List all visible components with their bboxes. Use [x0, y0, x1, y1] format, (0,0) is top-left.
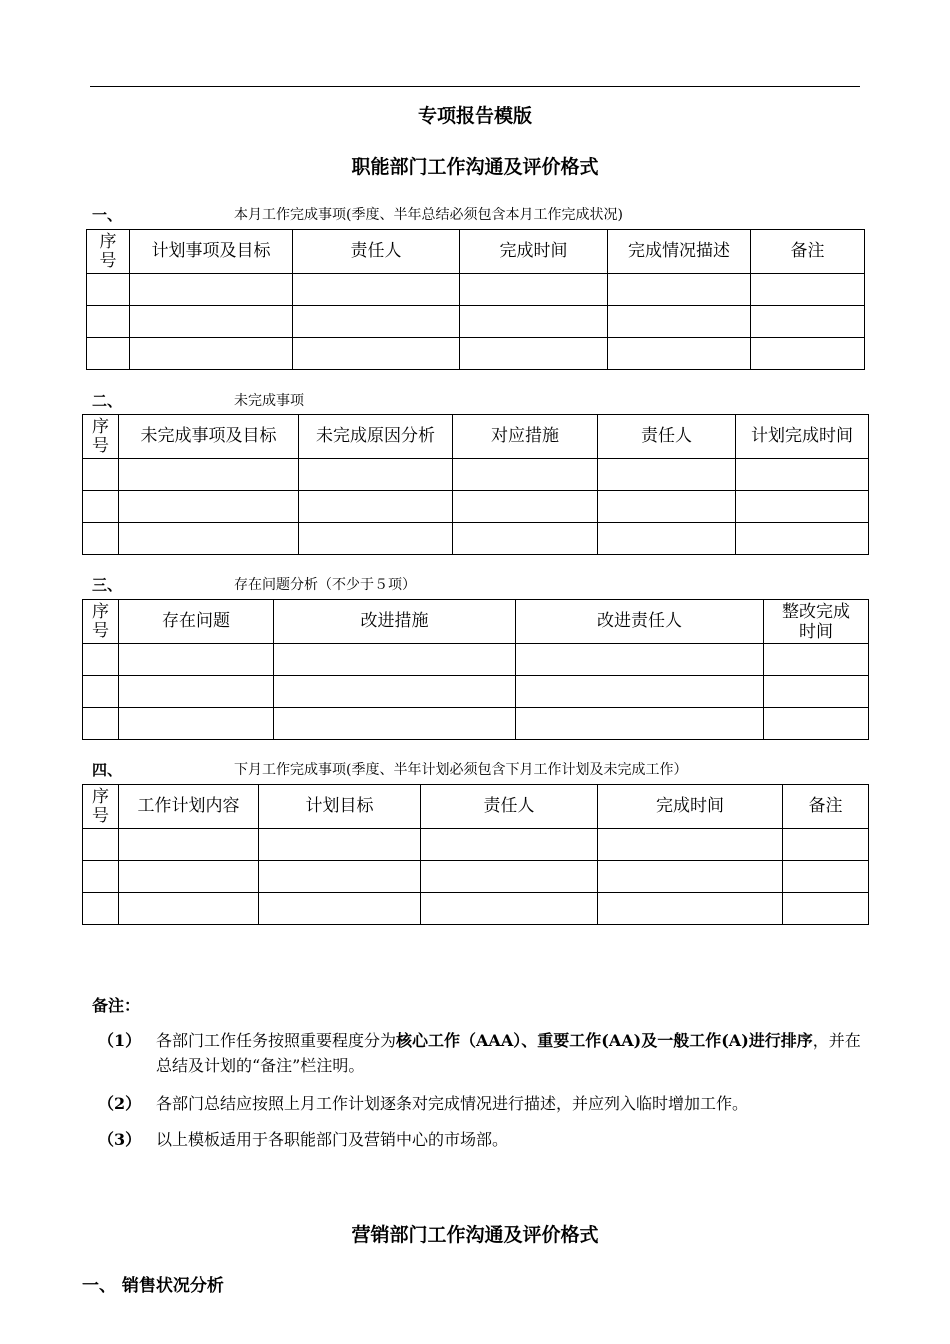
section-number: 三、: [92, 576, 123, 594]
sales-section-heading: 一、 销售状况分析: [82, 1276, 224, 1296]
col-header: 计划目标: [259, 785, 421, 829]
table-cell[interactable]: [274, 708, 516, 740]
table-cell[interactable]: [764, 676, 869, 708]
col-header: 未完成事项及目标: [119, 415, 299, 459]
table-row: [83, 523, 869, 555]
col-header: 责任人: [293, 230, 460, 274]
marketing-dept-title: 营销部门工作沟通及评价格式: [351, 1224, 599, 1246]
col-header: 整改完成时间: [764, 600, 869, 644]
table-cell[interactable]: [83, 644, 119, 676]
table-row: [83, 459, 869, 491]
table-cell[interactable]: [293, 274, 460, 306]
col-header: 备注: [751, 230, 865, 274]
table-header-row: [83, 600, 869, 644]
table-cell[interactable]: [751, 338, 865, 370]
table-header-row: [87, 230, 865, 274]
table-cell[interactable]: [598, 861, 783, 893]
table-row: [87, 306, 865, 338]
section-number: 一、: [92, 206, 123, 224]
table-header-row: [83, 785, 869, 829]
table-cell[interactable]: [83, 708, 119, 740]
table-cell[interactable]: [83, 676, 119, 708]
table-next-month-plan: [82, 784, 869, 925]
note-text: 以上模板适用于各职能部门及营销中心的市场部。: [156, 1130, 509, 1149]
section-number: 四、: [92, 761, 123, 779]
notes-title: 备注：: [92, 996, 141, 1015]
section-number: 二、: [92, 392, 123, 410]
table-cell[interactable]: [87, 306, 130, 338]
table-cell[interactable]: [119, 491, 299, 523]
table-cell[interactable]: [598, 459, 736, 491]
col-header: 完成时间: [460, 230, 608, 274]
table-cell[interactable]: [736, 523, 869, 555]
col-header: 责任人: [598, 415, 736, 459]
note-number: （2）: [98, 1094, 142, 1113]
table-cell[interactable]: [736, 491, 869, 523]
table-completed-items: [86, 229, 865, 370]
col-header: 计划完成时间: [736, 415, 869, 459]
table-cell[interactable]: [460, 274, 608, 306]
functional-dept-title: 职能部门工作沟通及评价格式: [351, 156, 599, 178]
table-cell[interactable]: [516, 708, 764, 740]
table-cell[interactable]: [299, 491, 453, 523]
table-cell[interactable]: [83, 459, 119, 491]
table-row: [87, 274, 865, 306]
col-header: 备注: [783, 785, 869, 829]
table-cell[interactable]: [608, 274, 751, 306]
table-cell[interactable]: [274, 676, 516, 708]
note-item-2: [98, 1091, 878, 1117]
table-cell[interactable]: [299, 523, 453, 555]
table-cell[interactable]: [453, 459, 598, 491]
table-row: [83, 644, 869, 676]
header-rule: [90, 86, 860, 87]
table-row: [83, 676, 869, 708]
table-cell[interactable]: [764, 708, 869, 740]
table-row: [87, 338, 865, 370]
note-number: （1）: [98, 1031, 142, 1050]
col-header: 序号: [83, 600, 119, 644]
table-cell[interactable]: [460, 338, 608, 370]
col-header: 序号: [83, 415, 119, 459]
table-cell[interactable]: [293, 338, 460, 370]
note-number: （3）: [98, 1130, 142, 1149]
table-cell[interactable]: [421, 893, 598, 925]
table-cell[interactable]: [293, 306, 460, 338]
table-cell[interactable]: [421, 861, 598, 893]
table-row: [83, 861, 869, 893]
table-cell[interactable]: [736, 459, 869, 491]
col-header: 改进措施: [274, 600, 516, 644]
table-cell[interactable]: [516, 676, 764, 708]
table-cell[interactable]: [598, 829, 783, 861]
table-cell[interactable]: [130, 306, 293, 338]
table-cell[interactable]: [453, 491, 598, 523]
table-cell[interactable]: [83, 893, 119, 925]
table-cell[interactable]: [516, 644, 764, 676]
section-description: 存在问题分析（不少于５项）: [234, 577, 416, 593]
table-cell[interactable]: [83, 861, 119, 893]
col-header: 存在问题: [119, 600, 274, 644]
table-cell[interactable]: [119, 708, 274, 740]
col-header: 工作计划内容: [119, 785, 259, 829]
table-cell[interactable]: [119, 523, 299, 555]
note-item-3: [98, 1127, 878, 1153]
table-row: [83, 491, 869, 523]
table-cell[interactable]: [87, 274, 130, 306]
table-cell[interactable]: [460, 306, 608, 338]
table-row: [83, 829, 869, 861]
table-cell[interactable]: [598, 523, 736, 555]
table-cell[interactable]: [274, 644, 516, 676]
table-cell[interactable]: [421, 829, 598, 861]
table-cell[interactable]: [119, 893, 259, 925]
table-cell[interactable]: [598, 491, 736, 523]
table-incomplete-items: [82, 414, 869, 555]
note-emphasis: 核心工作（AAA）、重要工作(AA)及一般工作(A)进行排序: [396, 1031, 813, 1050]
section-description: 未完成事项: [234, 393, 304, 409]
table-cell[interactable]: [751, 274, 865, 306]
col-header: 改进责任人: [516, 600, 764, 644]
section-description: 本月工作完成事项(季度、半年总结必须包含本月工作完成状况): [234, 207, 623, 223]
table-cell[interactable]: [751, 306, 865, 338]
table-cell[interactable]: [83, 523, 119, 555]
table-row: [83, 893, 869, 925]
table-cell[interactable]: [783, 893, 869, 925]
table-header-row: [83, 415, 869, 459]
table-cell[interactable]: [130, 338, 293, 370]
table-cell[interactable]: [87, 338, 130, 370]
table-cell[interactable]: [453, 523, 598, 555]
note-text: 各部门总结应按照上月工作计划逐条对完成情况进行描述，并应列入临时增加工作。: [156, 1094, 749, 1113]
col-header: 序号: [83, 785, 119, 829]
note-item-1: [98, 1028, 878, 1080]
col-header: 对应措施: [453, 415, 598, 459]
col-header: 责任人: [421, 785, 598, 829]
table-cell[interactable]: [83, 829, 119, 861]
col-header: 计划事项及目标: [130, 230, 293, 274]
table-cell[interactable]: [119, 861, 259, 893]
table-cell[interactable]: [764, 644, 869, 676]
table-cell[interactable]: [119, 459, 299, 491]
table-cell[interactable]: [259, 893, 421, 925]
table-cell[interactable]: [783, 861, 869, 893]
table-row: [83, 708, 869, 740]
table-cell[interactable]: [783, 829, 869, 861]
note-text: 各部门工作任务按照重要程度分为核心工作（AAA）、重要工作(AA)及一般工作(A)进行排序，并在总结及计划的“备注”栏注明。: [156, 1031, 861, 1075]
col-header: 完成情况描述: [608, 230, 751, 274]
section-description: 下月工作完成事项(季度、半年计划必须包含下月工作计划及未完成工作）: [234, 762, 688, 778]
document-heading: 专项报告模版: [417, 105, 532, 127]
table-cell[interactable]: [130, 274, 293, 306]
table-cell[interactable]: [259, 861, 421, 893]
table-cell[interactable]: [83, 491, 119, 523]
table-cell[interactable]: [598, 893, 783, 925]
table-cell[interactable]: [259, 829, 421, 861]
col-header: 序号: [87, 230, 130, 274]
table-cell[interactable]: [608, 306, 751, 338]
table-problem-analysis: [82, 599, 869, 740]
col-header: 未完成原因分析: [299, 415, 453, 459]
table-cell[interactable]: [119, 829, 259, 861]
col-header: 完成时间: [598, 785, 783, 829]
table-cell[interactable]: [119, 644, 274, 676]
table-cell[interactable]: [119, 676, 274, 708]
table-cell[interactable]: [608, 338, 751, 370]
table-cell[interactable]: [299, 459, 453, 491]
